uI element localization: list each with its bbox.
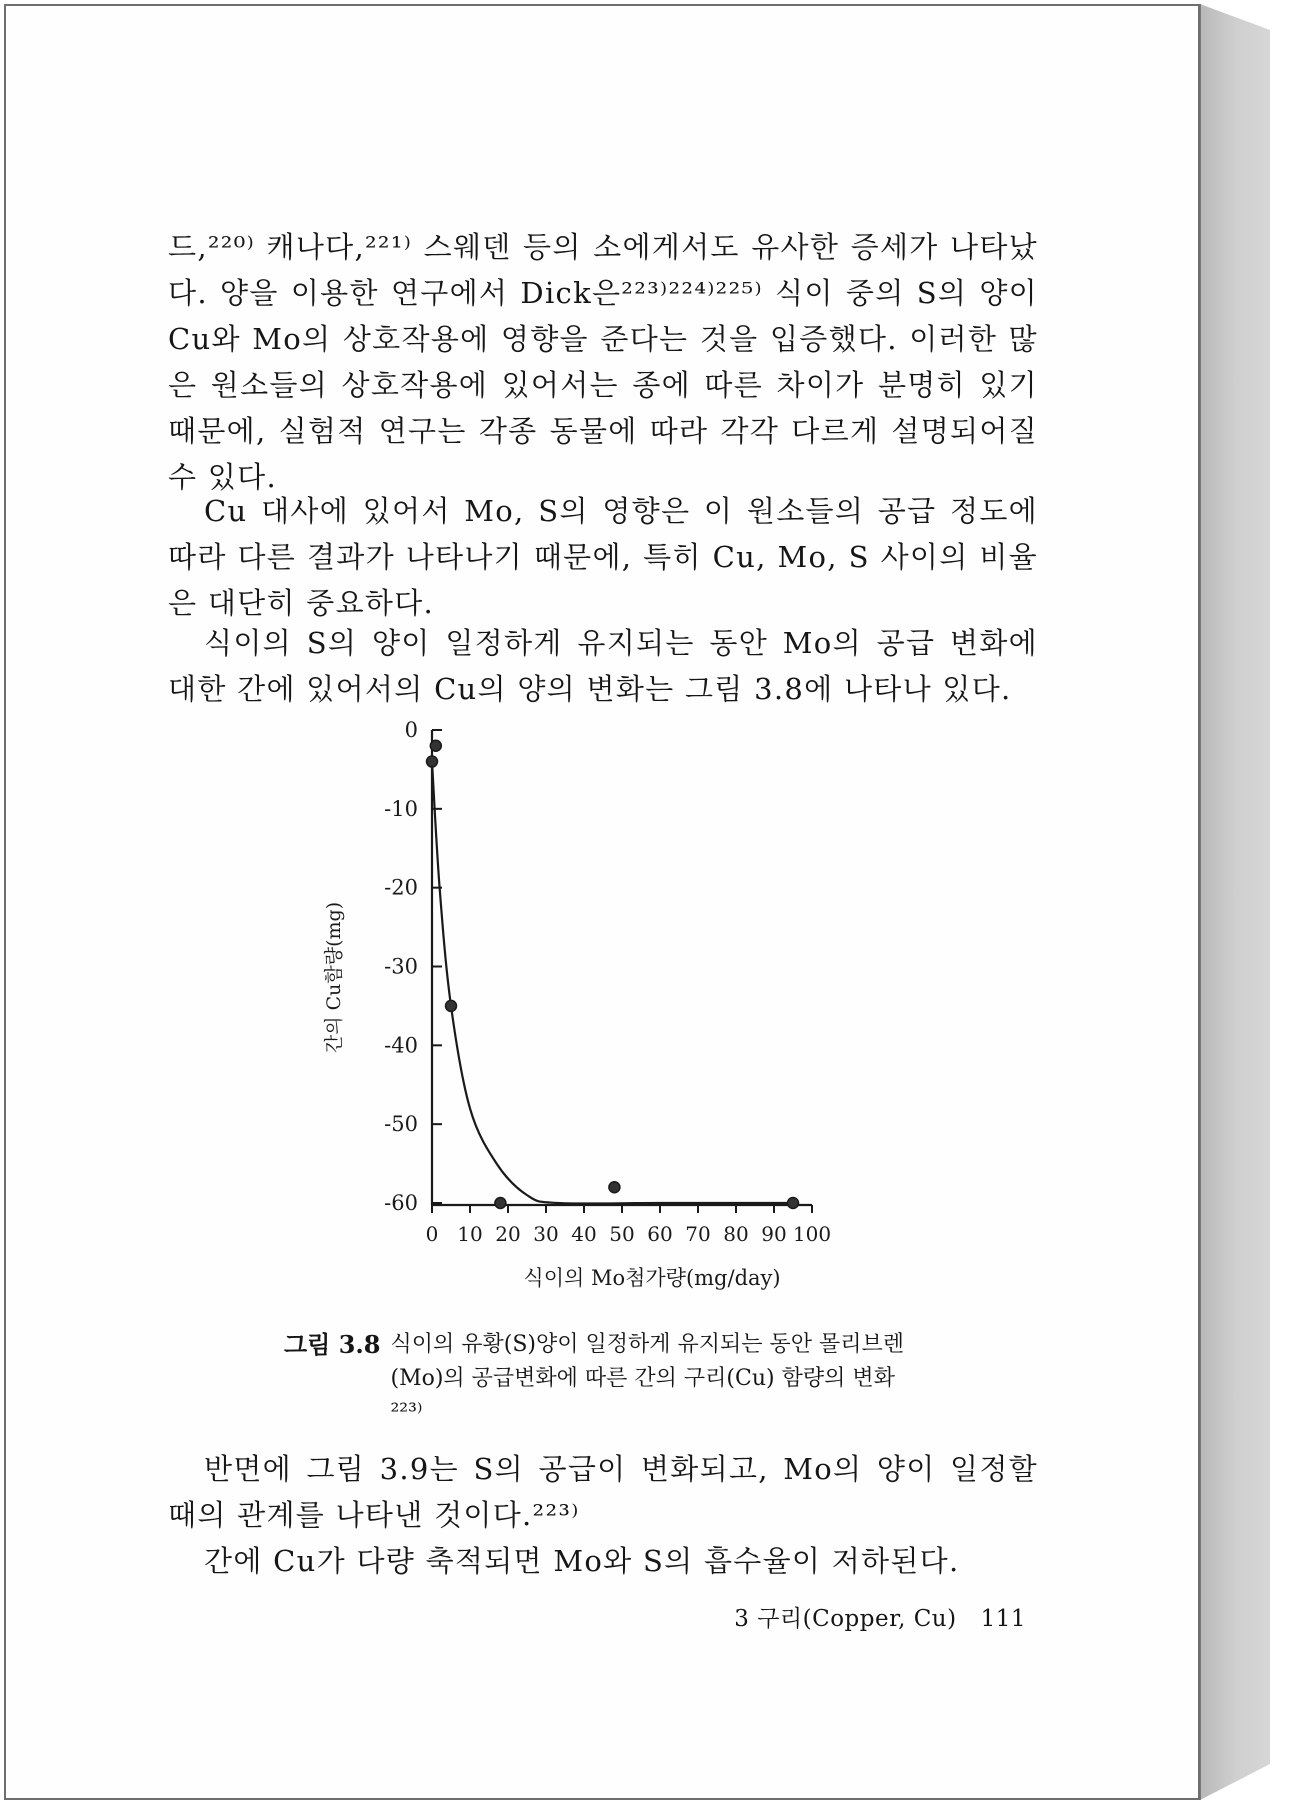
x-tick-label: 100	[792, 1222, 832, 1246]
page-footer	[720, 1600, 1026, 1633]
fit-curve	[432, 762, 793, 1204]
page-number: 111	[980, 1606, 1026, 1632]
y-tick-label: -20	[384, 875, 418, 900]
x-tick-label: 20	[495, 1222, 521, 1246]
figure-3-8-chart	[300, 705, 900, 1335]
paragraph-1: 드,²²⁰⁾ 캐나다,²²¹⁾ 스웨덴 등의 소에게서도 유사한 증세가 나타났다. 양을 이용한 연구에서 Dick은²²³⁾²²⁴⁾²²⁵⁾ 식이 중의 S의 양이 Cu와 Mo의 상호작용에 영향을 준다는 것을 입증했다. 이러한 많은 원소들의 상호작용에 있어서는 종에 따른 차이가 분명히 있기 때문에, 실험적 연구는 각종 동물에 따라 각각 다르게 설명되어질 수 있다.	[168, 230, 1038, 494]
x-tick-label: 10	[457, 1222, 483, 1246]
x-tick-label: 90	[761, 1222, 787, 1246]
x-tick-label: 40	[571, 1222, 597, 1246]
x-tick-label: 60	[647, 1222, 673, 1246]
paragraph-5: 간에 Cu가 다량 축적되면 Mo와 S의 흡수율이 저하된다.	[204, 1544, 960, 1578]
y-tick-label: -60	[384, 1191, 418, 1215]
data-point	[430, 740, 441, 751]
data-point	[788, 1198, 799, 1209]
data-point	[495, 1198, 506, 1209]
chart-svg	[300, 705, 900, 1335]
y-axis-label: 간의 Cu함량(mg)	[323, 901, 345, 1054]
paragraph-2: Cu 대사에 있어서 Mo, S의 영향은 이 원소들의 공급 정도에 따라 다른 결과가 나타나기 때문에, 특히 Cu, Mo, S 사이의 비율은 대단히 중요하다.	[168, 494, 1038, 620]
y-tick-label: -30	[384, 954, 418, 979]
data-point	[446, 1000, 457, 1011]
y-tick-label: -50	[384, 1112, 418, 1137]
y-tick-label: -40	[384, 1033, 418, 1058]
x-tick-label: 30	[533, 1222, 559, 1246]
x-tick-label: 80	[723, 1222, 749, 1246]
x-tick-label: 0	[425, 1222, 439, 1246]
paragraph-4: 반면에 그림 3.9는 S의 공급이 변화되고, Mo의 양이 일정할 때의 관계를 나타낸 것이다.²²³⁾	[168, 1452, 1038, 1532]
y-tick-label: 0	[404, 718, 418, 742]
y-tick-label: -10	[384, 796, 418, 821]
paragraph-3: 식이의 S의 양이 일정하게 유지되는 동안 Mo의 공급 변화에 대한 간에 있어서의 Cu의 양의 변화는 그림 3.8에 나타나 있다.	[168, 626, 1038, 706]
figure-caption	[284, 1328, 954, 1430]
book-side-edge	[1200, 4, 1270, 1800]
footer-chapter: 3 구리(Copper, Cu)	[734, 1606, 957, 1632]
figure-caption-text: 식이의 유황(S)양이 일정하게 유지되는 동안 몰리브렌(Mo)의 공급변화에 따른 간의 구리(Cu) 함량의 변화²²³⁾	[390, 1332, 904, 1425]
figure-label: 그림 3.8	[284, 1330, 381, 1359]
x-tick-label: 50	[609, 1222, 635, 1246]
x-axis-label: 식이의 Mo첨가량(mg/day)	[523, 1266, 781, 1290]
x-tick-label: 70	[685, 1222, 711, 1246]
data-point	[427, 756, 438, 767]
data-point	[609, 1182, 620, 1193]
